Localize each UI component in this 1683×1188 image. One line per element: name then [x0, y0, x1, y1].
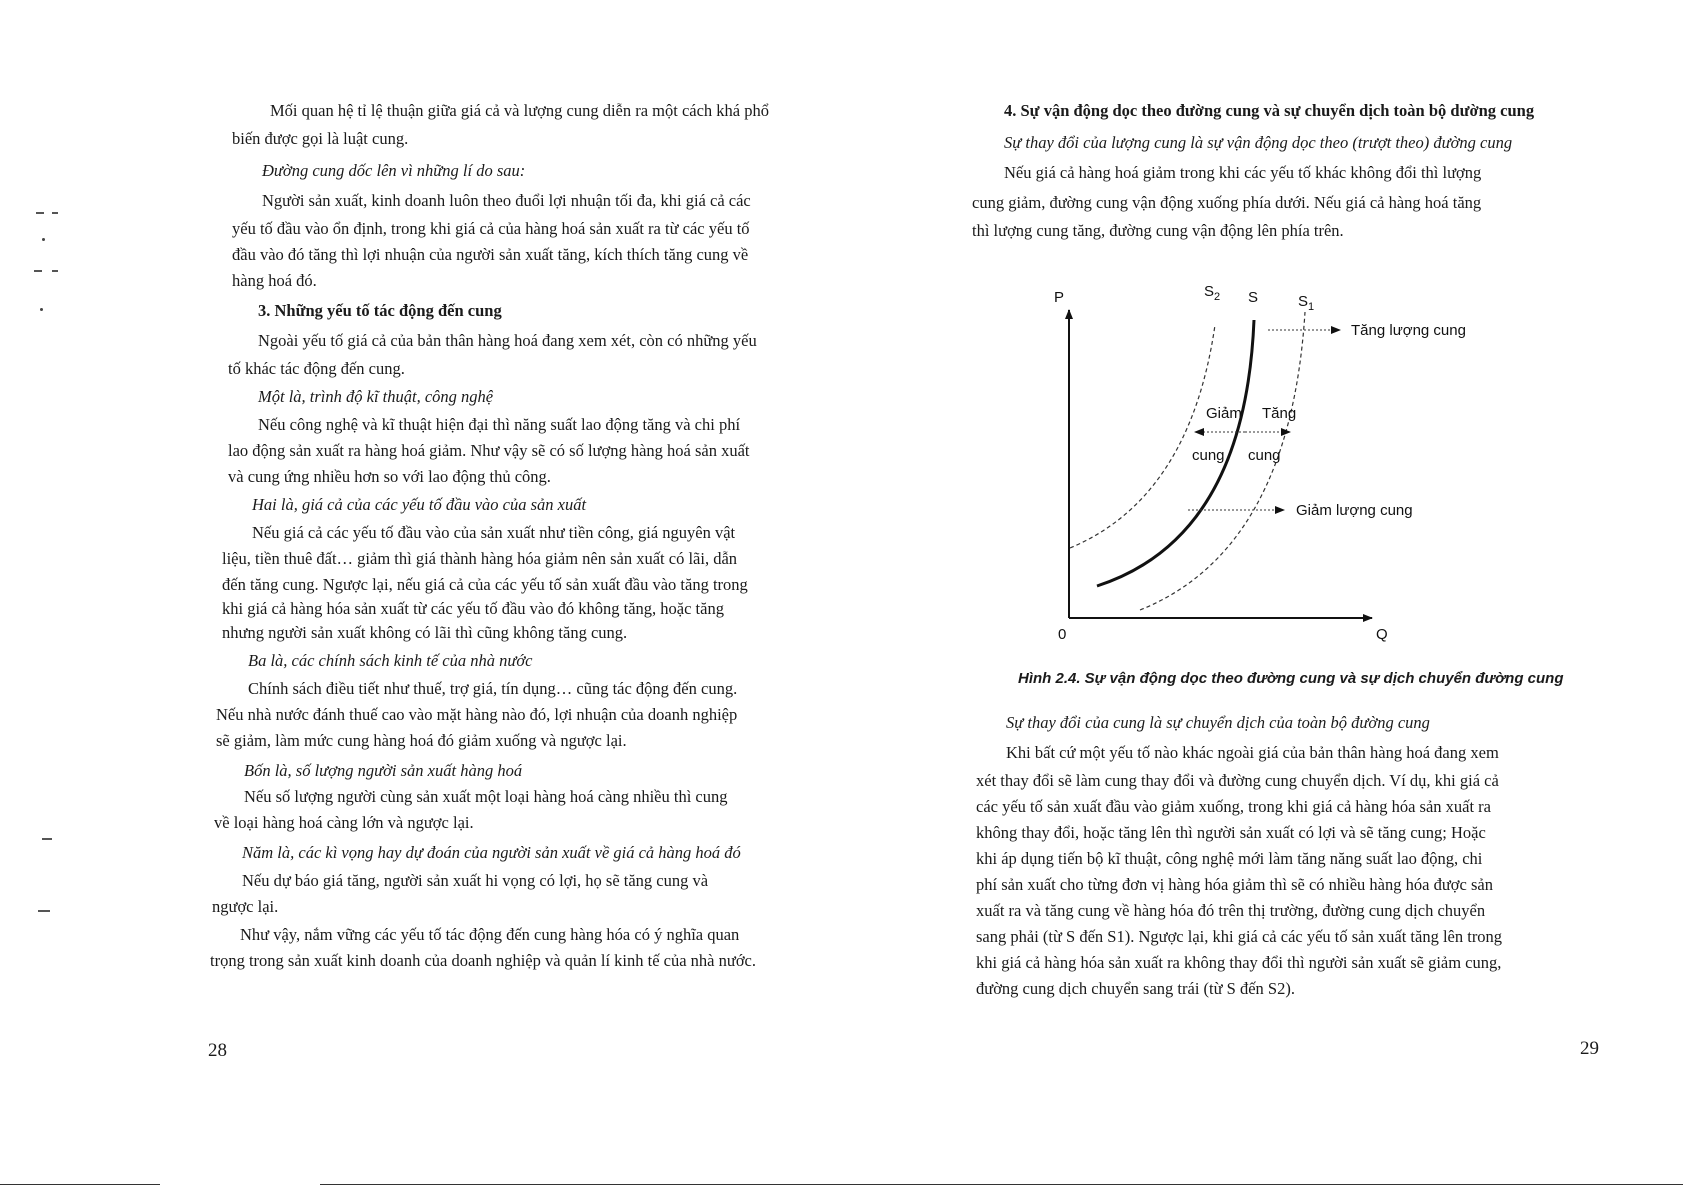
bottom-scan-rule	[320, 1184, 1683, 1185]
body-text-line: Năm là, các kì vọng hay dự đoán của người sản xuất về giá cả hàng hoá đó	[242, 843, 741, 862]
scan-mark	[52, 212, 58, 214]
body-text-line: Nếu giá cả các yếu tố đầu vào của sản xuất như tiền công, giá nguyên vật	[252, 523, 736, 542]
body-text-line: Khi bất cứ một yếu tố nào khác ngoài giá của bản thân hàng hoá đang xem	[1006, 743, 1499, 762]
body-text-line: Sự thay đổi của cung là sự chuyển dịch của toàn bộ đường cung	[1006, 713, 1430, 732]
body-text-line: thì lượng cung tăng, đường cung vận động lên phía trên.	[972, 221, 1344, 240]
body-text-line: Đường cung dốc lên vì những lí do sau:	[262, 161, 526, 180]
label-increase-bottom: cung	[1248, 447, 1281, 464]
body-text-line: Chính sách điều tiết như thuế, trợ giá, tín dụng… cũng tác động đến cung.	[248, 679, 738, 698]
body-text-line: Ba là, các chính sách kinh tế của nhà nước	[248, 651, 533, 670]
curve-label-s: S	[1248, 289, 1259, 306]
body-text-line: Một là, trình độ kĩ thuật, công nghệ	[258, 387, 494, 406]
supply-curve-diagram	[1040, 280, 1490, 643]
body-text-line: phí sản xuất cho từng đơn vị hàng hóa giảm thì sẽ có nhiều hàng hóa được sản	[976, 875, 1493, 894]
body-text-line: Nếu công nghệ và kĩ thuật hiện đại thì năng suất lao động tăng và chi phí	[258, 415, 741, 434]
body-text-line: các yếu tố sản xuất đầu vào giảm xuống, trong khi giá cả hàng hóa sản xuất ra	[976, 797, 1492, 816]
curve-label-s2: $S_2$	[1204, 283, 1221, 303]
body-text-line: và cung ứng nhiều hơn so với lao động thủ công.	[228, 467, 551, 486]
body-text-line: Như vậy, nắm vững các yếu tố tác động đến cung hàng hóa có ý nghĩa quan	[240, 925, 740, 944]
body-text-line: xuất ra và tăng cung về hàng hóa đó trên thị trường, đường cung dịch chuyển	[976, 901, 1486, 920]
scan-mark	[42, 838, 52, 840]
supply-curve-s2	[1070, 325, 1215, 548]
scan-mark	[42, 238, 45, 241]
page-number-right: 29	[1580, 1038, 1599, 1059]
label-decrease-top: Giảm	[1206, 405, 1242, 422]
label-increase-top: Tăng	[1262, 405, 1297, 422]
body-text-line: đường cung dịch chuyển sang trái (từ S đến S2).	[976, 979, 1295, 998]
supply-curve-figure	[1040, 280, 1490, 643]
scan-mark	[34, 270, 42, 272]
body-text-line: sang phải (từ S đến S1). Ngược lại, khi giá cả các yếu tố sản xuất tăng lên trong	[976, 927, 1503, 946]
axis-label-q: Q	[1376, 626, 1388, 643]
body-text-line: yếu tố đầu vào ổn định, trong khi giá cả của hàng hoá sản xuất ra từ các yếu tố	[232, 219, 750, 238]
scan-mark	[52, 270, 58, 272]
body-text-line: khi giá cả hàng hóa sản xuất ra không thay đổi thì người sản xuất sẽ giảm cung,	[976, 953, 1502, 972]
body-text-line: cung giảm, đường cung vận động xuống phía dưới. Nếu giá cả hàng hoá tăng	[972, 193, 1482, 212]
body-text-line: Ngoài yếu tố giá cả của bản thân hàng hoá đang xem xét, còn có những yếu	[258, 331, 757, 350]
body-text-line: Người sản xuất, kinh doanh luôn theo đuổi lợi nhuận tối đa, khi giá cả các	[262, 191, 751, 210]
axis-label-p: P	[1054, 289, 1065, 306]
supply-curve-s	[1097, 320, 1254, 586]
body-text-line: sẽ giảm, làm mức cung hàng hoá đó giảm xuống và ngược lại.	[216, 731, 627, 750]
figure-caption: Hình 2.4. Sự vận động dọc theo đường cung và sự dịch chuyển đường cung	[1018, 670, 1564, 687]
body-text-line: ngược lại.	[212, 897, 279, 916]
scan-mark	[40, 308, 43, 311]
body-text-line: Nếu dự báo giá tăng, người sản xuất hi vọng có lợi, họ sẽ tăng cung và	[242, 871, 709, 890]
body-text-line: Nếu số lượng người cùng sản xuất một loại hàng hoá càng nhiều thì cung	[244, 787, 728, 806]
scan-mark	[38, 910, 50, 912]
body-text-line: tố khác tác động đến cung.	[228, 359, 405, 378]
body-text-line: Mối quan hệ tỉ lệ thuận giữa giá cả và lượng cung diễn ra một cách khá phổ	[270, 101, 770, 120]
body-text-line: không thay đổi, hoặc tăng lên thì người sản xuất có lợi và sẽ tăng cung; Hoặc	[976, 823, 1486, 842]
section-heading: 3. Những yếu tố tác động đến cung	[258, 301, 502, 320]
bottom-scan-rule	[0, 1184, 160, 1185]
body-text-line: liệu, tiền thuê đất… giảm thì giá thành hàng hóa giảm nên sản xuất có lãi, dẫn	[222, 549, 738, 568]
body-text-line: Nếu nhà nước đánh thuế cao vào mặt hàng nào đó, lợi nhuận của doanh nghiệp	[216, 705, 738, 724]
body-text-line: Nếu giá cả hàng hoá giảm trong khi các yếu tố khác không đổi thì lượng	[1004, 163, 1482, 182]
body-text-line: hàng hoá đó.	[232, 271, 317, 290]
label-increase-quantity: Tăng lượng cung	[1351, 322, 1466, 339]
body-text-line: đến tăng cung. Ngược lại, nếu giá cả của các yếu tố sản xuất đầu vào tăng trong	[222, 575, 748, 594]
body-text-line: Sự thay đổi của lượng cung là sự vận động dọc theo (trượt theo) đường cung	[1004, 133, 1513, 152]
body-text-line: đầu vào đó tăng thì lợi nhuận của người sản xuất tăng, kích thích tăng cung về	[232, 245, 749, 264]
body-text-line: về loại hàng hoá càng lớn và ngược lại.	[214, 813, 474, 832]
body-text-line: biến được gọi là luật cung.	[232, 129, 409, 148]
body-text-line: khi áp dụng tiến bộ kĩ thuật, công nghệ mới làm tăng năng suất lao động, chi	[976, 849, 1483, 868]
body-text-line: lao động sản xuất ra hàng hoá giảm. Như vậy sẽ có số lượng hàng hoá sản xuất	[228, 441, 750, 460]
page-number-left: 28	[208, 1040, 227, 1061]
origin-label: 0	[1058, 626, 1067, 643]
body-text-line: khi giá cả hàng hóa sản xuất từ các yếu tố đầu vào đó không tăng, hoặc tăng	[222, 599, 724, 618]
section-heading: 4. Sự vận động dọc theo đường cung và sự chuyển dịch toàn bộ dường cung	[1004, 101, 1535, 120]
body-text-line: Bốn là, số lượng người sản xuất hàng hoá	[244, 761, 523, 780]
label-decrease-bottom: cung	[1192, 447, 1225, 464]
body-text-line: trọng trong sản xuất kinh doanh của doanh nghiệp và quản lí kinh tế của nhà nước.	[210, 951, 756, 970]
label-decrease-quantity: Giảm lượng cung	[1296, 502, 1413, 519]
curve-label-s1: $S_1$	[1298, 293, 1315, 313]
scan-mark	[36, 212, 44, 214]
body-text-line: Hai là, giá cả của các yếu tố đầu vào của sản xuất	[252, 495, 587, 514]
body-text-line: xét thay đổi sẽ làm cung thay đổi và đường cung chuyển dịch. Ví dụ, khi giá cả	[976, 771, 1499, 790]
body-text-line: nhưng người sản xuất không có lãi thì cũng không tăng cung.	[222, 623, 628, 642]
